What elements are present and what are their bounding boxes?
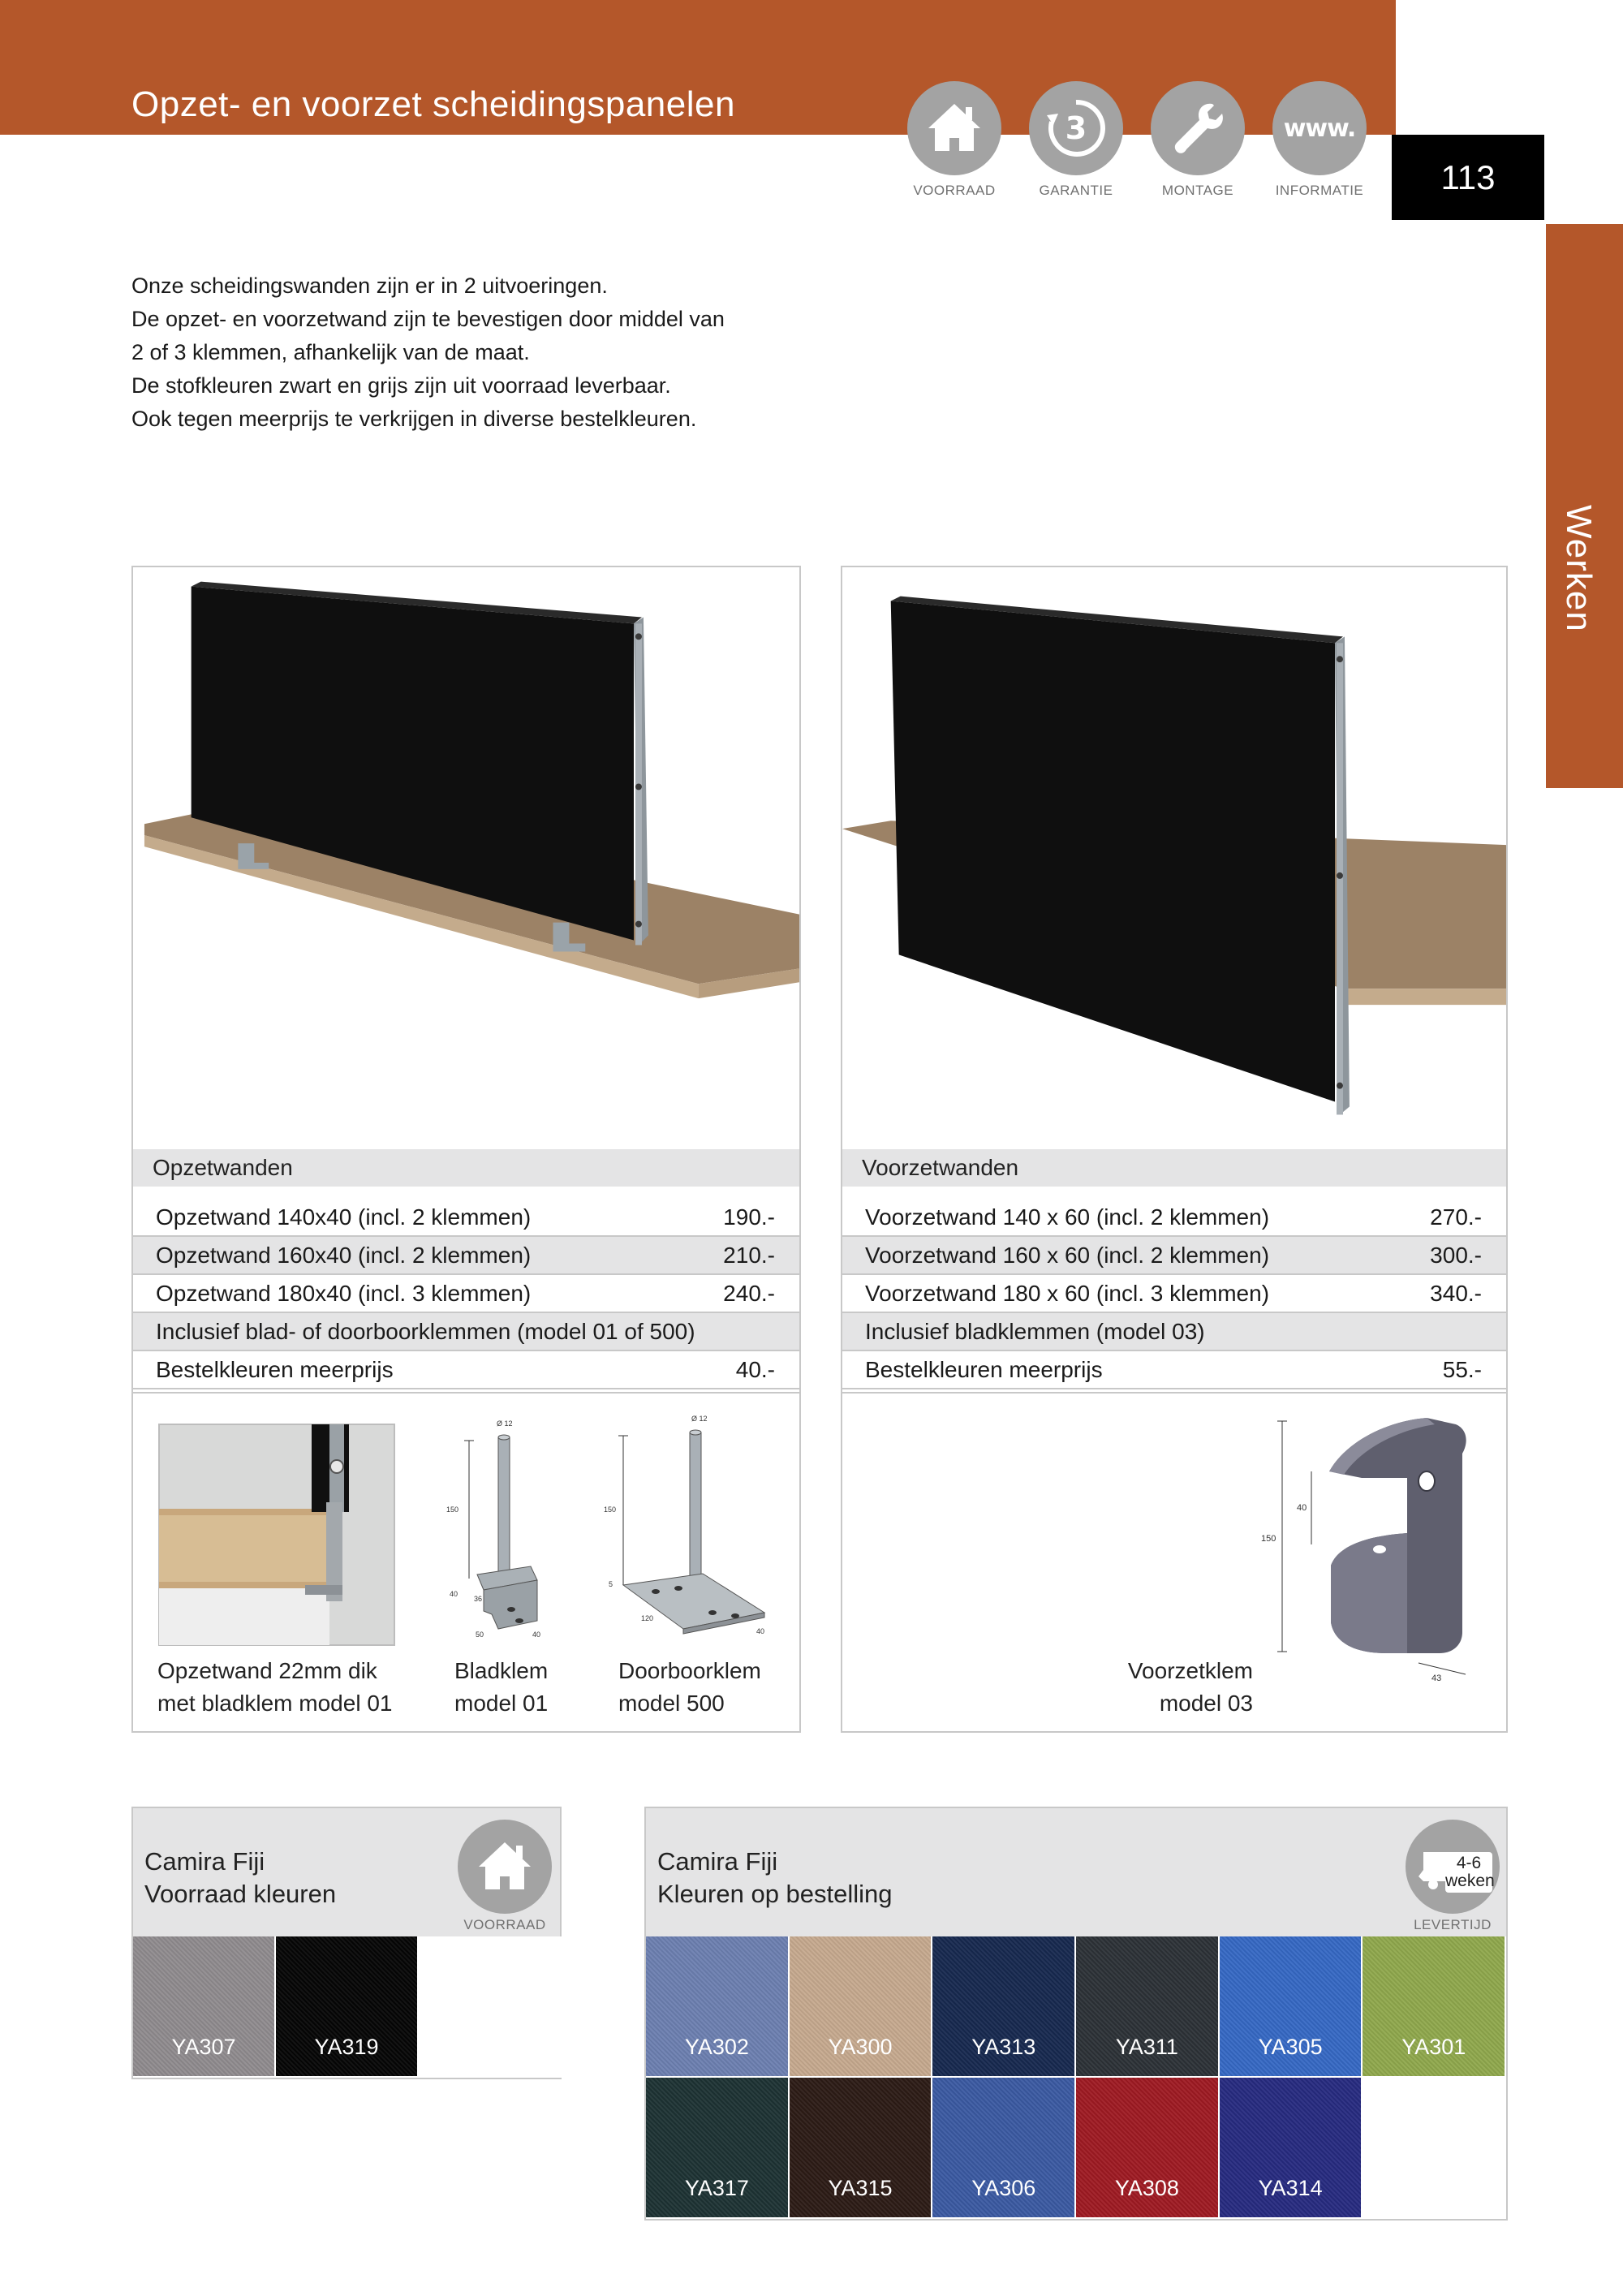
row-price: 300.-: [1430, 1242, 1482, 1268]
swatch-code: YA317: [684, 2176, 749, 2200]
dim-40b: 40: [532, 1630, 541, 1639]
color-swatch: [1220, 2078, 1363, 2219]
caption-line: model 500: [618, 1691, 725, 1716]
color-swatch: [790, 2078, 933, 2219]
dim-150: 150: [604, 1506, 617, 1514]
stock-swatch-grid: [133, 1936, 562, 2078]
dim-50: 50: [476, 1630, 484, 1639]
feature-label: MONTAGE: [1161, 183, 1234, 198]
color-swatch: [646, 2078, 790, 2219]
voorraad-badge: [456, 1820, 553, 1933]
wrench-icon: [1151, 81, 1245, 175]
badge-label: VOORRAAD: [463, 1917, 546, 1932]
page-title: Opzet- en voorzet scheidingspanelen: [131, 84, 735, 124]
table-row: [842, 1199, 1506, 1237]
row-label: Voorzetwand 160 x 60 (incl. 2 klemmen): [865, 1242, 1270, 1268]
caption-line: Voorzetklem: [1127, 1658, 1253, 1683]
house-icon: [907, 81, 1001, 175]
row-label: Opzetwand 180x40 (incl. 3 klemmen): [156, 1280, 532, 1306]
dim-150: 150: [446, 1506, 459, 1514]
swatch-code: YA319: [314, 2035, 379, 2059]
badge-label: LEVERTIJD: [1414, 1917, 1492, 1932]
voorzet-section-heading: Voorzetwanden: [842, 1149, 1506, 1187]
row-label: Bestelkleuren meerprijs: [156, 1356, 394, 1382]
www-icon: [1272, 81, 1367, 175]
caption-doorboorklem: [618, 1655, 761, 1720]
feature-label: INFORMATIE: [1275, 183, 1364, 198]
dim-36: 36: [474, 1595, 483, 1603]
table-row: [842, 1237, 1506, 1275]
bladklem-diagram: [441, 1408, 563, 1643]
order-swatch-grid: [646, 1936, 1506, 2219]
empty-swatch: [1363, 2078, 1506, 2219]
feature-label: GARANTIE: [1039, 183, 1113, 198]
www-badge-text: www.: [1283, 114, 1356, 143]
color-swatch: [1076, 1936, 1220, 2078]
empty-swatch: [419, 1936, 562, 2078]
voorzetklem-diagram: [1261, 1410, 1505, 1686]
caption-line: model 03: [1159, 1691, 1253, 1716]
opzet-panel: [131, 566, 801, 1733]
color-swatch: [932, 2078, 1076, 2219]
row-price: 40.-: [735, 1356, 775, 1382]
color-swatch: [1220, 1936, 1363, 2078]
stock-colors-header: [133, 1808, 560, 1936]
swatch-code: YA301: [1401, 2035, 1466, 2059]
color-swatch: [276, 1936, 419, 2078]
caption-opzetwand: [157, 1655, 392, 1720]
swatch-code: YA306: [971, 2176, 1036, 2200]
title-line: Kleuren op bestelling: [657, 1880, 893, 1908]
page-number: 113: [1392, 135, 1544, 220]
opzet-price-table: [133, 1199, 799, 1389]
caption-bladklem: [454, 1655, 548, 1720]
opzetwand-photo: [133, 567, 799, 1149]
row-label: Bestelkleuren meerprijs: [865, 1356, 1103, 1382]
title-line: Camira Fiji: [657, 1847, 778, 1876]
opzet-accessories: [133, 1392, 799, 1733]
feature-montage: [1136, 81, 1259, 199]
guarantee-badge-text: 3: [1065, 110, 1087, 146]
color-swatch: [1076, 2078, 1220, 2219]
three-year-guarantee-icon: [1029, 81, 1123, 175]
swatch-code: YA311: [1115, 2035, 1178, 2059]
dim-40: 40: [450, 1590, 458, 1598]
color-swatch: [790, 1936, 933, 2078]
table-row: [133, 1237, 799, 1275]
section-tab-label: Werken: [1559, 505, 1599, 632]
swatch-code: YA305: [1258, 2035, 1323, 2059]
table-row: [842, 1275, 1506, 1313]
row-price: 55.-: [1442, 1356, 1482, 1382]
dim-40c: 40: [756, 1627, 765, 1635]
swatch-code: YA307: [171, 2035, 236, 2059]
swatch-code: YA308: [1114, 2176, 1179, 2200]
swatch-code: YA300: [828, 2035, 893, 2059]
table-row: [842, 1351, 1506, 1389]
color-swatch: [932, 1936, 1076, 2078]
row-label: Voorzetwand 180 x 60 (incl. 3 klemmen): [865, 1280, 1270, 1306]
row-label: Inclusief blad- of doorboorklemmen (model 01 of 500): [156, 1318, 695, 1344]
voorzetwand-photo: [842, 567, 1506, 1149]
intro-line: De stofkleuren zwart en grijs zijn uit voorraad leverbaar.: [131, 373, 671, 398]
caption-line: Bladklem: [454, 1658, 549, 1683]
row-price: 340.-: [1430, 1280, 1482, 1306]
color-swatch: [133, 1936, 276, 2078]
swatch-code: YA314: [1258, 2176, 1323, 2200]
clamp-detail-photo: [159, 1424, 394, 1645]
intro-line: 2 of 3 klemmen, afhankelijk van de maat.: [131, 340, 530, 364]
delivery-truck-icon: [1406, 1820, 1500, 1914]
title-line: Voorraad kleuren: [144, 1880, 337, 1908]
dim-120: 120: [641, 1614, 654, 1622]
feature-informatie: [1258, 81, 1381, 199]
intro-text: [131, 269, 862, 436]
lead-time: [1445, 1852, 1495, 1893]
house-icon: [458, 1820, 552, 1914]
table-row: [133, 1199, 799, 1237]
table-row: [842, 1313, 1506, 1351]
color-swatch: [646, 1936, 790, 2078]
title-line: Camira Fiji: [144, 1847, 265, 1876]
lead-time-unit: weken: [1445, 1872, 1495, 1890]
swatch-code: YA313: [971, 2035, 1036, 2059]
color-swatch: [1363, 1936, 1506, 2078]
feature-voorraad: [893, 81, 1016, 199]
row-price: 240.-: [723, 1280, 775, 1306]
voorzet-price-table: [842, 1199, 1506, 1389]
caption-line: met bladklem model 01: [157, 1691, 393, 1716]
row-price: 210.-: [723, 1242, 775, 1268]
row-price: 270.-: [1430, 1204, 1482, 1230]
intro-line: De opzet- en voorzetwand zijn te bevestigen door middel van: [131, 307, 725, 331]
intro-line: Onze scheidingswanden zijn er in 2 uitvoeringen.: [131, 274, 608, 298]
dim-dia: Ø 12: [691, 1415, 708, 1423]
caption-voorzetklem: [1123, 1655, 1253, 1720]
voorzet-panel: [841, 566, 1508, 1733]
row-price: 190.-: [723, 1204, 775, 1230]
voorzet-accessories: [842, 1392, 1506, 1733]
order-colors-box: [644, 1807, 1508, 2221]
feature-icons: [893, 81, 1373, 203]
dim-40: 40: [1297, 1503, 1307, 1513]
order-colors-title: [657, 1846, 893, 1910]
caption-line: Opzetwand 22mm dik: [157, 1658, 377, 1683]
order-colors-header: [646, 1808, 1506, 1936]
stock-colors-box: [131, 1807, 562, 2079]
dim-43: 43: [1431, 1674, 1442, 1683]
intro-line: Ook tegen meerprijs te verkrijgen in diverse bestelkleuren.: [131, 407, 697, 431]
row-label: Inclusief bladklemmen (model 03): [865, 1318, 1205, 1344]
lead-time-value: 4-6: [1456, 1854, 1482, 1872]
swatch-code: YA302: [684, 2035, 749, 2059]
feature-label: VOORRAAD: [913, 183, 996, 198]
row-label: Opzetwand 160x40 (incl. 2 klemmen): [156, 1242, 532, 1268]
row-label: Opzetwand 140x40 (incl. 2 klemmen): [156, 1204, 532, 1230]
opzet-section-heading: Opzetwanden: [133, 1149, 799, 1187]
swatch-code: YA315: [828, 2176, 893, 2200]
dim-150: 150: [1261, 1534, 1276, 1544]
stock-colors-title: [144, 1846, 336, 1910]
table-row: [133, 1351, 799, 1389]
caption-line: Doorboorklem: [618, 1658, 761, 1683]
levertijd-badge: [1404, 1820, 1501, 1933]
caption-line: model 01: [454, 1691, 549, 1716]
row-label: Voorzetwand 140 x 60 (incl. 2 klemmen): [865, 1204, 1270, 1230]
dim-dia: Ø 12: [497, 1419, 513, 1428]
dim-5: 5: [609, 1580, 613, 1588]
doorboorklem-diagram: [605, 1408, 781, 1643]
table-row: [133, 1275, 799, 1313]
feature-garantie: [1014, 81, 1138, 199]
table-row: [133, 1313, 799, 1351]
